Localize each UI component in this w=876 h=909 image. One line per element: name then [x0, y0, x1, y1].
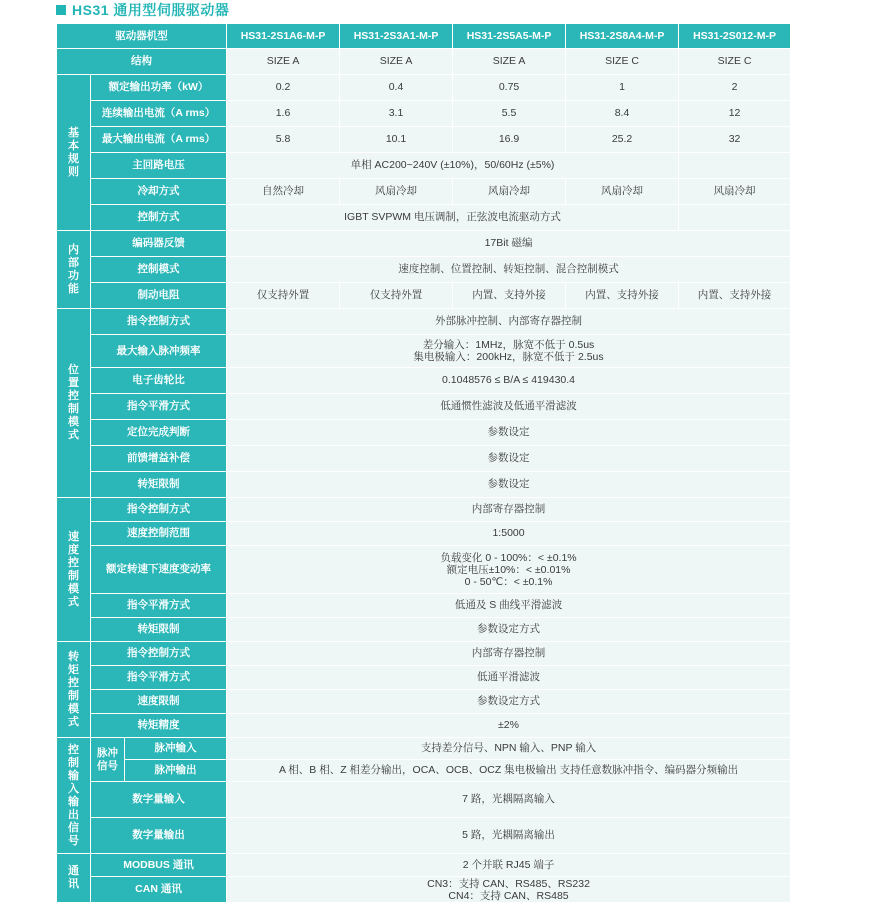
row-label: 最大输入脉冲频率 [91, 335, 227, 368]
value-cell: 差分输入：1MHz，脉宽不低于 0.5us 集电极输入：200kHz，脉宽不低于 2.5us [227, 335, 791, 368]
value-cell: 5.8 [227, 127, 340, 153]
row-label: 额定转速下速度变动率 [91, 546, 227, 594]
value-cell: 1 [566, 75, 679, 101]
value-cell: 0.4 [340, 75, 453, 101]
table-row [57, 101, 791, 127]
model-cell: HS31-2S012-M-P [679, 24, 791, 49]
table-row [57, 818, 791, 854]
row-label: 控制方式 [91, 205, 227, 231]
value-cell: 风扇冷却 [453, 179, 566, 205]
value-cell: 2 [679, 75, 791, 101]
row-label: MODBUS 通讯 [91, 854, 227, 877]
value-cell: ±2% [227, 714, 791, 738]
title-square-icon [56, 5, 66, 15]
structure-cell: SIZE C [679, 49, 791, 75]
value-cell: 内部寄存器控制 [227, 498, 791, 522]
value-cell: 17Bit 磁编 [227, 231, 791, 257]
table-row [57, 446, 791, 472]
value-cell: 低通平滑滤波 [227, 666, 791, 690]
model-label: 驱动器机型 [57, 24, 227, 49]
value-cell: 低通及 S 曲线平滑滤波 [227, 594, 791, 618]
row-label: 指令平滑方式 [91, 394, 227, 420]
group-basic: 基本规则 [57, 75, 91, 231]
value-cell: 25.2 [566, 127, 679, 153]
row-label: 指令控制方式 [91, 309, 227, 335]
row-label: 冷却方式 [91, 179, 227, 205]
table-row [57, 179, 791, 205]
value-cell: 仅支持外置 [340, 283, 453, 309]
value-cell: 1.6 [227, 101, 340, 127]
table-row [57, 24, 791, 49]
structure-cell: SIZE A [227, 49, 340, 75]
value-cell: 3.1 [340, 101, 453, 127]
value-cell: 速度控制、位置控制、转矩控制、混合控制模式 [227, 257, 791, 283]
row-label: 电子齿轮比 [91, 368, 227, 394]
structure-cell: SIZE A [340, 49, 453, 75]
group-speed: 速度控制模式 [57, 498, 91, 642]
value-cell: 12 [679, 101, 791, 127]
table-row [57, 738, 791, 760]
value-cell: 参数设定 [227, 472, 791, 498]
table-row [57, 231, 791, 257]
table-row [57, 642, 791, 666]
table-row [57, 472, 791, 498]
spec-table [56, 23, 791, 903]
model-cell: HS31-2S5A5-M-P [453, 24, 566, 49]
value-cell: 内置、支持外接 [453, 283, 566, 309]
group-internal: 内部功能 [57, 231, 91, 309]
group-position: 位置控制模式 [57, 309, 91, 498]
value-cell: 外部脉冲控制、内部寄存器控制 [227, 309, 791, 335]
table-row [57, 594, 791, 618]
table-row [57, 49, 791, 75]
table-row [57, 309, 791, 335]
row-label: 主回路电压 [91, 153, 227, 179]
value-cell: 内部寄存器控制 [227, 642, 791, 666]
row-label: 控制模式 [91, 257, 227, 283]
pulse-group: 脉冲信号 [91, 738, 125, 782]
value-cell: 参数设定 [227, 420, 791, 446]
value-cell: 0.75 [453, 75, 566, 101]
structure-label: 结构 [57, 49, 227, 75]
table-row [57, 368, 791, 394]
value-cell: 参数设定方式 [227, 618, 791, 642]
table-row [57, 153, 791, 179]
table-row [57, 498, 791, 522]
table-row [57, 666, 791, 690]
row-label: 速度控制范围 [91, 522, 227, 546]
value-cell: CN3：支持 CAN、RS485、RS232 CN4：支持 CAN、RS485 [227, 877, 791, 903]
structure-cell: SIZE C [566, 49, 679, 75]
value-cell: 风扇冷却 [340, 179, 453, 205]
value-cell: 8.4 [566, 101, 679, 127]
table-row [57, 877, 791, 903]
value-cell: 参数设定 [227, 446, 791, 472]
value-cell: 5.5 [453, 101, 566, 127]
empty-cell [679, 153, 791, 179]
table-row [57, 205, 791, 231]
value-cell: 0.2 [227, 75, 340, 101]
value-cell: 参数设定方式 [227, 690, 791, 714]
table-row [57, 335, 791, 368]
row-label: 数字量输入 [91, 782, 227, 818]
row-label: 脉冲输入 [125, 738, 227, 760]
value-cell: 风扇冷却 [679, 179, 791, 205]
value-cell: 支持差分信号、NPN 输入、PNP 输入 [227, 738, 791, 760]
row-label: 转矩限制 [91, 472, 227, 498]
row-label: 转矩限制 [91, 618, 227, 642]
group-comm: 通讯 [57, 854, 91, 903]
table-row [57, 283, 791, 309]
row-label: 脉冲输出 [125, 760, 227, 782]
structure-cell: SIZE A [453, 49, 566, 75]
table-row [57, 618, 791, 642]
value-cell: 风扇冷却 [566, 179, 679, 205]
value-cell: 内置、支持外接 [566, 283, 679, 309]
empty-cell [679, 205, 791, 231]
row-label: 定位完成判断 [91, 420, 227, 446]
value-cell: 负载变化 0 - 100%：< ±0.1% 额定电压±10%：< ±0.01% 0 - 50℃：< ±0.1% [227, 546, 791, 594]
table-row [57, 257, 791, 283]
value-cell: 10.1 [340, 127, 453, 153]
value-cell: 0.1048576 ≤ B/A ≤ 419430.4 [227, 368, 791, 394]
table-row [57, 127, 791, 153]
table-row [57, 394, 791, 420]
table-row [57, 854, 791, 877]
row-label: 数字量输出 [91, 818, 227, 854]
table-row [57, 714, 791, 738]
row-label: 额定输出功率（kW） [91, 75, 227, 101]
row-label: 制动电阻 [91, 283, 227, 309]
value-cell: 2 个并联 RJ45 端子 [227, 854, 791, 877]
model-cell: HS31-2S8A4-M-P [566, 24, 679, 49]
table-row [57, 75, 791, 101]
row-label: 指令平滑方式 [91, 666, 227, 690]
model-cell: HS31-2S3A1-M-P [340, 24, 453, 49]
value-cell: 仅支持外置 [227, 283, 340, 309]
table-row [57, 522, 791, 546]
row-label: 指令控制方式 [91, 642, 227, 666]
row-label: 转矩精度 [91, 714, 227, 738]
table-row [57, 690, 791, 714]
value-cell: 16.9 [453, 127, 566, 153]
value-cell: 自然冷却 [227, 179, 340, 205]
page-title: HS31 通用型伺服驱动器 [56, 0, 229, 20]
row-label: 连续输出电流（A rms） [91, 101, 227, 127]
table-row [57, 546, 791, 594]
value-cell: 低通惯性滤波及低通平滑滤波 [227, 394, 791, 420]
value-cell: 32 [679, 127, 791, 153]
table-row [57, 420, 791, 446]
value-cell: A 相、B 相、Z 相差分输出，OCA、OCB、OCZ 集电极输出 支持任意数脉冲指令、编码器分频输出 [227, 760, 791, 782]
value-cell: 1:5000 [227, 522, 791, 546]
row-label: 速度限制 [91, 690, 227, 714]
row-label: 指令控制方式 [91, 498, 227, 522]
value-cell: 5 路，光耦隔离输出 [227, 818, 791, 854]
row-label: 最大输出电流（A rms） [91, 127, 227, 153]
row-label: 前馈增益补偿 [91, 446, 227, 472]
row-label: 指令平滑方式 [91, 594, 227, 618]
model-cell: HS31-2S1A6-M-P [227, 24, 340, 49]
value-cell: 内置、支持外接 [679, 283, 791, 309]
value-cell: 单相 AC200~240V (±10%)，50/60Hz (±5%) [227, 153, 679, 179]
value-cell: 7 路，光耦隔离输入 [227, 782, 791, 818]
table-row [57, 760, 791, 782]
table-row [57, 782, 791, 818]
group-io: 控制输入输出信号 [57, 738, 91, 854]
row-label: 编码器反馈 [91, 231, 227, 257]
row-label: CAN 通讯 [91, 877, 227, 903]
value-cell: IGBT SVPWM 电压调制，正弦波电流驱动方式 [227, 205, 679, 231]
group-torque: 转矩控制模式 [57, 642, 91, 738]
